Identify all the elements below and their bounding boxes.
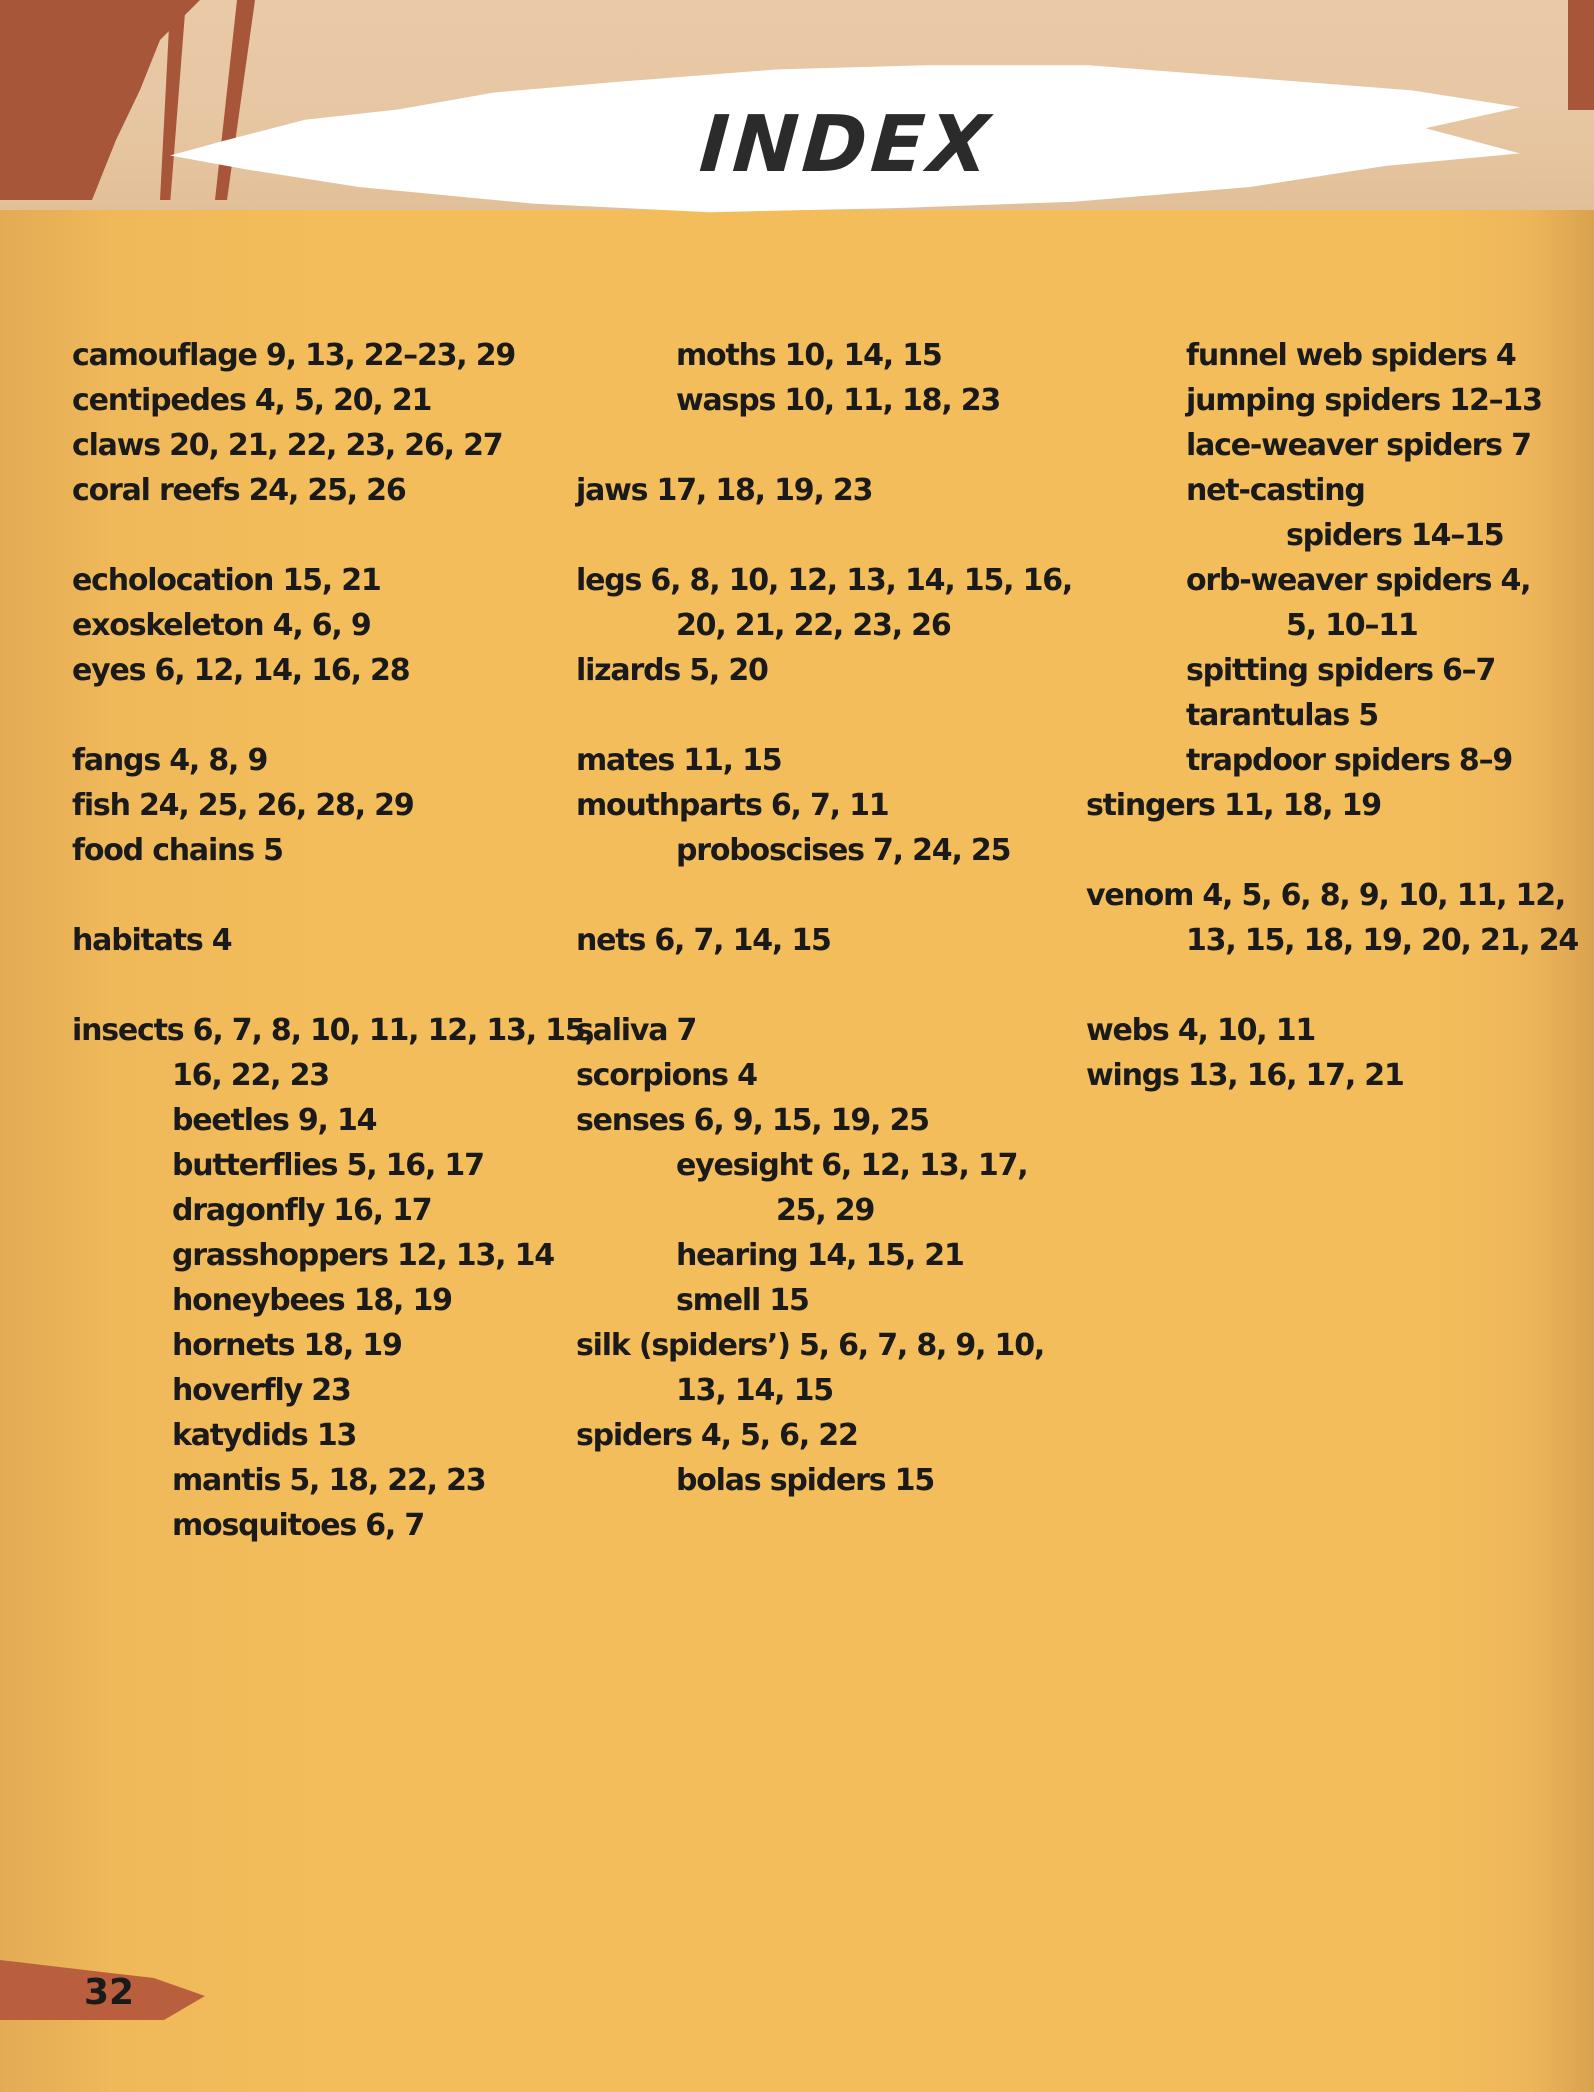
index-entry: stingers 11, 18, 19 — [1086, 788, 1381, 823]
index-entry: camouflage 9, 13, 22–23, 29 — [72, 338, 516, 373]
index-entry: moths 10, 14, 15 — [676, 338, 942, 373]
index-entry: butterflies 5, 16, 17 — [172, 1148, 484, 1183]
index-entry: hoverfly 23 — [172, 1373, 351, 1408]
index-column-3 — [1086, 333, 1579, 1098]
index-entry: nets 6, 7, 14, 15 — [576, 923, 831, 958]
index-entry: claws 20, 21, 22, 23, 26, 27 — [72, 428, 503, 463]
index-entry: mosquitoes 6, 7 — [172, 1508, 425, 1543]
index-entry: wasps 10, 11, 18, 23 — [676, 383, 1001, 418]
index-entry: beetles 9, 14 — [172, 1103, 377, 1138]
index-entry: legs 6, 8, 10, 12, 13, 14, 15, 16, — [576, 563, 1073, 598]
index-entry: dragonfly 16, 17 — [172, 1193, 432, 1228]
index-entry: coral reefs 24, 25, 26 — [72, 473, 406, 508]
index-entry: bolas spiders 15 — [676, 1463, 934, 1498]
index-entry: tarantulas 5 — [1186, 698, 1378, 733]
index-entry: exoskeleton 4, 6, 9 — [72, 608, 371, 643]
index-entry: honeybees 18, 19 — [172, 1283, 452, 1318]
index-entry: senses 6, 9, 15, 19, 25 — [576, 1103, 929, 1138]
index-entry: lizards 5, 20 — [576, 653, 768, 688]
index-entry: insects 6, 7, 8, 10, 11, 12, 13, 15, — [72, 1013, 595, 1048]
brush-stroke-decoration — [1568, 0, 1594, 110]
index-entry: spitting spiders 6–7 — [1186, 653, 1496, 688]
index-entry: mates 11, 15 — [576, 743, 782, 778]
index-entry: echolocation 15, 21 — [72, 563, 381, 598]
index-entry: 13, 14, 15 — [676, 1373, 833, 1408]
index-spacer — [72, 963, 592, 1008]
index-entry: eyesight 6, 12, 13, 17, — [676, 1148, 1028, 1183]
index-entry: centipedes 4, 5, 20, 21 — [72, 383, 432, 418]
index-entry: silk (spiders’) 5, 6, 7, 8, 9, 10, — [576, 1328, 1045, 1363]
index-entry: 5, 10–11 — [1286, 608, 1418, 643]
index-spacer — [576, 963, 1076, 1008]
index-entry: mouthparts 6, 7, 11 — [576, 788, 889, 823]
index-entry: habitats 4 — [72, 923, 232, 958]
index-entry: jaws 17, 18, 19, 23 — [576, 473, 873, 508]
index-entry: 20, 21, 22, 23, 26 — [676, 608, 951, 643]
index-entry: net-casting — [1186, 473, 1365, 508]
index-entry: katydids 13 — [172, 1418, 357, 1453]
index-entry: funnel web spiders 4 — [1186, 338, 1516, 373]
index-entry: 13, 15, 18, 19, 20, 21, 24 — [1186, 923, 1579, 958]
index-entry: eyes 6, 12, 14, 16, 28 — [72, 653, 410, 688]
index-spacer — [1086, 828, 1566, 873]
index-column-1 — [72, 333, 595, 1548]
index-column-2 — [576, 333, 1076, 1503]
index-spacer — [72, 513, 592, 558]
index-entry: webs 4, 10, 11 — [1086, 1013, 1316, 1048]
index-spacer — [1086, 963, 1566, 1008]
page-number: 32 — [84, 1972, 135, 2013]
index-entry: saliva 7 — [576, 1013, 697, 1048]
index-entry: spiders 14–15 — [1286, 518, 1504, 553]
index-entry: lace-weaver spiders 7 — [1186, 428, 1531, 463]
index-spacer — [72, 873, 592, 918]
index-entry: food chains 5 — [72, 833, 283, 868]
index-entry: grasshoppers 12, 13, 14 — [172, 1238, 554, 1273]
index-entry: scorpions 4 — [576, 1058, 757, 1093]
index-entry: venom 4, 5, 6, 8, 9, 10, 11, 12, — [1086, 878, 1566, 913]
index-entry: jumping spiders 12–13 — [1186, 383, 1542, 418]
index-entry: proboscises 7, 24, 25 — [676, 833, 1011, 868]
index-entry: spiders 4, 5, 6, 22 — [576, 1418, 858, 1453]
index-entry: wings 13, 16, 17, 21 — [1086, 1058, 1404, 1093]
index-entry: smell 15 — [676, 1283, 809, 1318]
index-entry: fangs 4, 8, 9 — [72, 743, 268, 778]
index-entry: hearing 14, 15, 21 — [676, 1238, 964, 1273]
index-entry: fish 24, 25, 26, 28, 29 — [72, 788, 414, 823]
index-spacer — [576, 423, 1076, 468]
index-entry: orb-weaver spiders 4, — [1186, 563, 1531, 598]
index-entry: mantis 5, 18, 22, 23 — [172, 1463, 486, 1498]
index-spacer — [576, 873, 1076, 918]
page-title: INDEX — [696, 100, 996, 190]
index-entry: 25, 29 — [776, 1193, 875, 1228]
index-entry: 16, 22, 23 — [172, 1058, 329, 1093]
index-spacer — [576, 513, 1076, 558]
index-entry: hornets 18, 19 — [172, 1328, 402, 1363]
index-spacer — [576, 693, 1076, 738]
index-entry: trapdoor spiders 8–9 — [1186, 743, 1513, 778]
index-spacer — [72, 693, 592, 738]
